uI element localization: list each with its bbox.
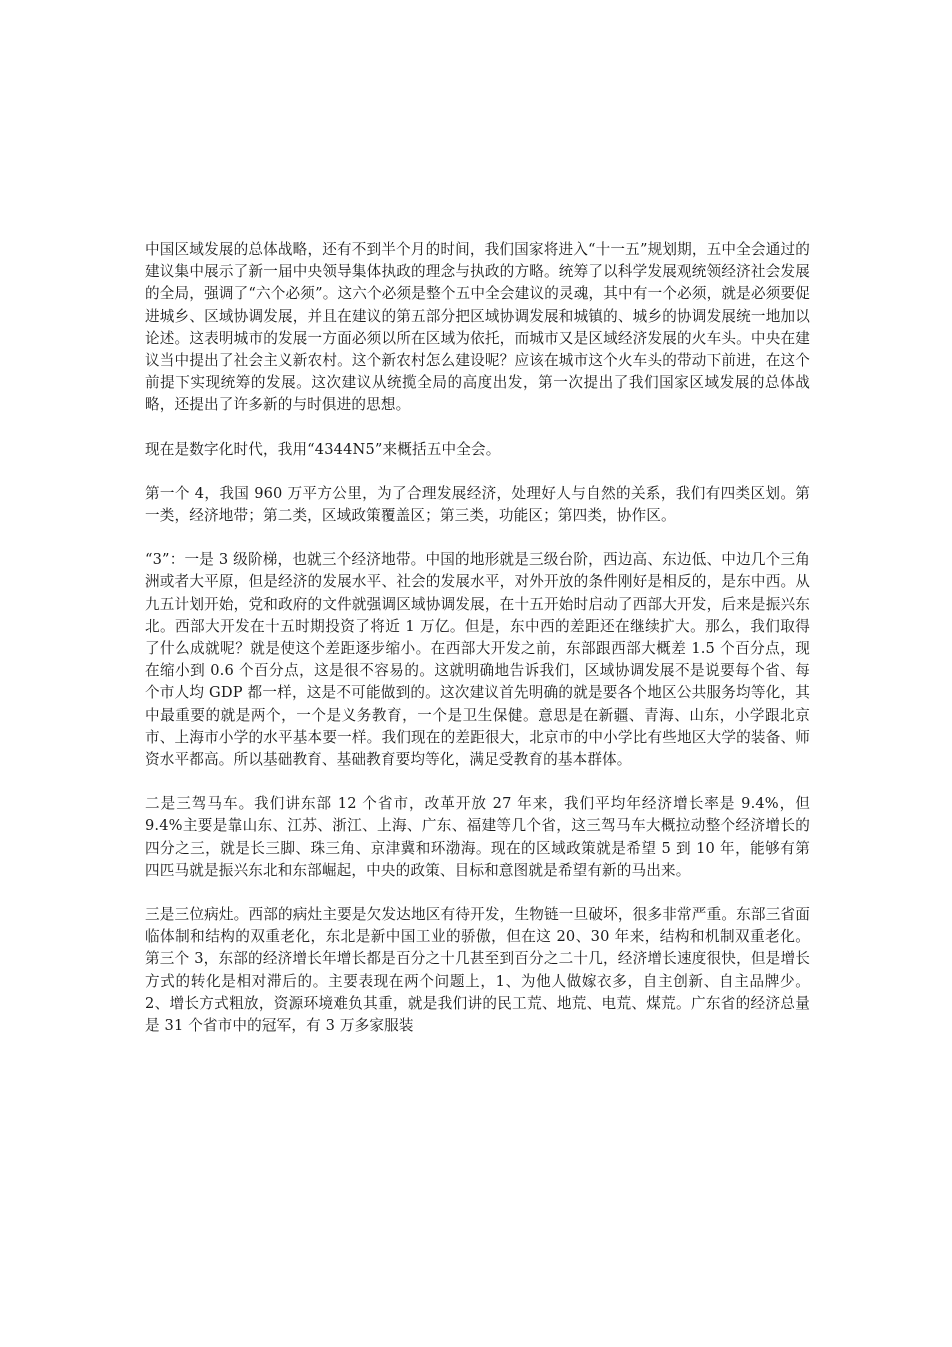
paragraph-three-tiers: “3”：一是 3 级阶梯，也就三个经济地带。中国的地形就是三级台阶，西边高、东边低、中边几个三角洲或者大平原，但是经济的发展水平、社会的发展水平，对外开放的条件刚好是相反的，是东中西。从九五计划开始，党和政府的文件就强调区域协调发展，在十五开始时启动了西部大开发，后来是振兴东北。西部大开发在十五时期投资了将近 1 万亿。但是，东中西的差距还在继续扩大。那么，我们取得了什么成就呢？就是使这个差距逐步缩小。在西部大开发之前，东部跟西部大概差 1.5 个百分点，现在缩小到 0.6 个百分点，这是很不容易的。这就明确地告诉我们，区域协调发展不是说要每个省、每个市人均 GDP 都一样，这是不可能做到的。这次建议首先明确的就是要各个地区公共服务均等化，其中最重要的就是两个，一个是义务教育，一个是卫生保健。意思是在新疆、青海、山东，小学跟北京市、上海市小学的水平基本要一样。我们现在的差距很大，北京市的中小学比有些地区大学的装备、师资水平都高。所以基础教育、基础教育要均等化，满足受教育的基本群体。 — [145, 551, 810, 769]
document-body — [145, 239, 810, 1059]
paragraph-digital-summary: 现在是数字化时代，我用“4344N5”来概括五中全会。 — [145, 440, 501, 458]
paragraph-first-four: 第一个 4，我国 960 万平方公里，为了合理发展经济，处理好人与自然的关系，我们有四类区划。第一类，经济地带；第二类，区域政策覆盖区；第三类，功能区；第四类，协作区。 — [145, 484, 810, 525]
paragraph-three-lesions: 三是三位病灶。西部的病灶主要是欠发达地区有待开发，生物链一旦破坏，很多非常严重。东部三省面临体制和结构的双重老化，东北是新中国工业的骄傲，但在这 20、30 年来，结构和机制双重老化。第三个 3，东部的经济增长年增长都是百分之十几甚至到百分之二十几，经济增长速度很快，但是增长方式的转化是相对滞后的。主要表现在两个问题上，1、为他人做嫁衣多，自主创新、自主品牌少。2、增长方式粗放，资源环境难负其重，就是我们讲的民工荒、地荒、电荒、煤荒。广东省的经济总量是 31 个省市中的冠军，有 3 万多家服装 — [145, 906, 810, 1035]
paragraph-regional-strategy: 中国区域发展的总体战略，还有不到半个月的时间，我们国家将进入“十一五”规划期，五中全会通过的建议集中展示了新一届中央领导集体执政的理念与执政的方略。统筹了以科学发展观统领经济社会发展的全局，强调了“六个必须”。这六个必须是整个五中全会建议的灵魂，其中有一个必须，就是必须要促进城乡、区域协调发展，并且在建议的第五部分把区域协调发展和城镇的、城乡的协调发展统一地加以论述。这表明城市的发展一方面必须以所在区域为依托，而城市又是区域经济发展的火车头。中央在建议当中提出了社会主义新农村。这个新农村怎么建设呢？应该在城市这个火车头的带动下前进，在这个前提下实现统筹的发展。这次建议从统揽全局的高度出发，第一次提出了我们国家区域发展的总体战略，还提出了许多新的与时俱进的思想。 — [145, 241, 810, 414]
paragraph-three-horses: 二是三驾马车。我们讲东部 12 个省市，改革开放 27 年来，我们平均年经济增长率是 9.4%，但 9.4%主要是靠山东、江苏、浙江、上海、广东、福建等几个省，这三驾马车大概拉动整个经济增长的四分之三，就是长三脚、珠三角、京津冀和环渤海。现在的区域政策就是希望 5 到 10 年，能够有第四匹马就是振兴东北和东部崛起，中央的政策、目标和意图就是希望有新的马出来。 — [145, 795, 810, 879]
